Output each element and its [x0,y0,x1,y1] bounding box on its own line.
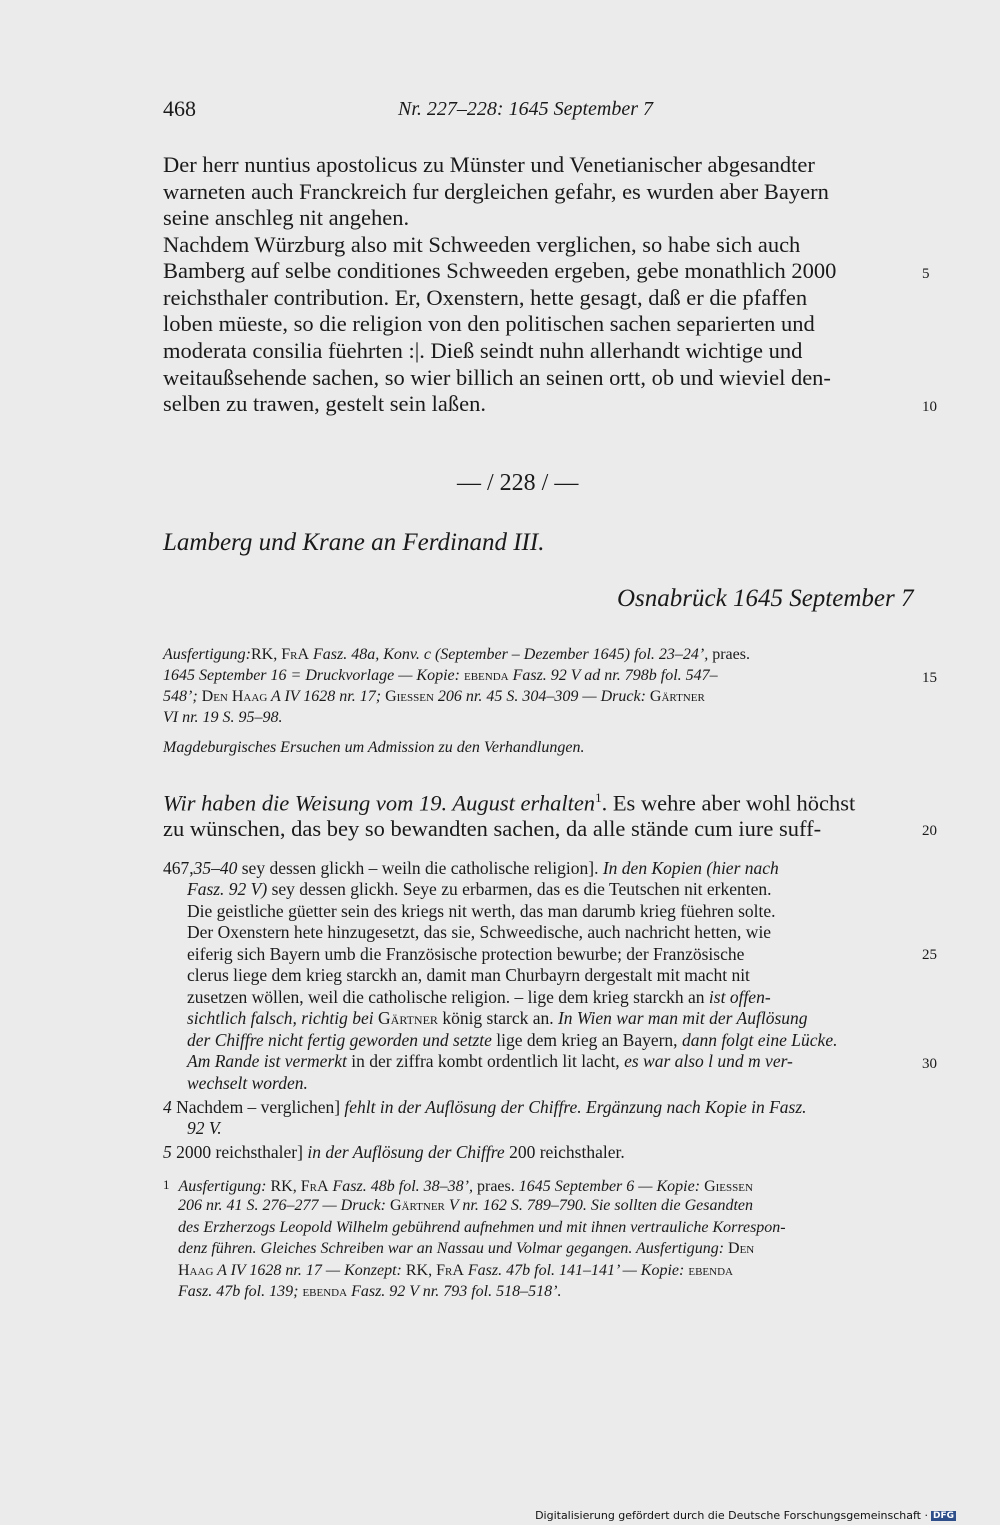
apparatus-line: wechselt worden. [187,1073,308,1093]
apparatus-line: Fasz. 92 V) sey dessen glickh. Seye zu erbarmen, das es die Teutschen nit erkenten. [187,879,772,899]
text-line: moderata consilia füehrten :|. Dieß seindt nuhn allerhandt wichtige und [163,338,803,363]
place-date: Osnabrück 1645 September 7 [617,585,914,612]
dfg-logo: DFG [932,1511,954,1521]
footnote-line: Haag A IV 1628 nr. 17 — Konzept: RK, FrA Fasz. 47b fol. 141–141’ — Kopie: ebenda [178,1262,733,1279]
source-line: 548’; Den Haag A IV 1628 nr. 17; Giessen 206 nr. 45 S. 304–309 — Druck: Gärtner [163,688,705,705]
text-line: selben zu trawen, gestelt sein laßen. [163,391,487,416]
footnote-line: Fasz. 47b fol. 139; ebenda Fasz. 92 V nr. 793 fol. 518–518’. [178,1283,562,1300]
text-line: Der herr nuntius apostolicus zu Münster und Venetianischer abgesandter [163,152,815,177]
apparatus-line: der Chiffre nicht fertig geworden und setzte lige dem krieg an Bayern, dann folgt eine Lücke. [187,1030,838,1050]
apparatus-line: Der Oxenstern hete hinzugesetzt, das sie, Schweedische, auch nachricht hetten, wie [187,922,772,942]
text-line: loben müeste, so die religion von den politischen sachen separierten und [163,311,815,336]
text-line: warneten auch Franckreich fur dergleichen gefahr, es wurden aber Bayern [163,179,829,204]
document-number: — / 228 / — [457,470,579,496]
footnote-line: 1 Ausfertigung: RK, FrA Fasz. 48b fol. 38–38’, praes. 1645 September 6 — Kopie: Giessen [163,1177,753,1195]
source-line: VI nr. 19 S. 95–98. [163,709,283,726]
footnote-line: denz führen. Gleiches Schreiben war an Nassau und Volmar gegangen. Ausfertigung: Den [178,1240,755,1257]
body-line: zu wünschen, das bey so bewandten sachen, da alle stände cum iure suff- [163,816,822,841]
footnote-line: 206 nr. 41 S. 276–277 — Druck: Gärtner V nr. 162 S. 789–790. Sie sollten die Gesandten [178,1197,754,1214]
text-line: reichsthaler contribution. Er, Oxenstern, hette gesagt, daß er die pfaffen [163,285,808,310]
running-head: Nr. 227–228: 1645 September 7 [398,98,653,120]
apparatus-line: zusetzen wöllen, weil die catholische religion. – lige dem krieg starckh an ist offen- [187,987,771,1007]
source-line: Ausfertigung:RK, FrA Fasz. 48a, Konv. c (September – Dezember 1645) fol. 23–24’, praes. [163,646,750,663]
apparatus-line: clerus liege dem krieg starckh an, damit man Churbayrn dergestalt mit macht nit [187,965,750,985]
page-number: 468 [163,96,196,121]
apparatus-line: Die geistliche güetter sein des kriegs nit werth, das man darumb krieg füehren solte. [187,901,776,921]
text-line: weitaußsehende sachen, so wier billich an seinen ortt, ob und wieviel den- [163,365,831,390]
apparatus-line: Am Rande ist vermerkt in der ziffra kombt ordentlich lit lacht, es war also l und m ver- [187,1051,793,1071]
apparatus-line: eiferig sich Bayern umb die Französische protection bewurbe; der Französische [187,944,745,964]
line-number: 25 [922,947,937,963]
apparatus-line: 92 V. [187,1118,222,1138]
body-line: Wir haben die Weisung vom 19. August erhalten$^1$. Es wehre aber wohl höchst [163,790,856,816]
apparatus-line: 5 2000 reichsthaler] in der Auflösung der Chiffre 200 reichsthaler. [163,1142,625,1162]
line-number: 30 [922,1056,937,1072]
source-line: 1645 September 16 = Druckvorlage — Kopie: ebenda Fasz. 92 V ad nr. 798b fol. 547– [163,667,718,684]
text-line: Bamberg auf selbe conditiones Schweeden ergeben, gebe monathlich 2000 [163,258,837,283]
text-line: Nachdem Würzburg also mit Schweeden verglichen, so habe sich auch [163,232,801,257]
line-number: 5 [922,266,930,282]
regest: Magdeburgisches Ersuchen um Admission zu den Verhandlungen. [163,739,585,756]
apparatus-line: sichtlich falsch, richtig bei Gärtner könig starck an. In Wien war man mit der Auflösung [187,1008,808,1028]
line-number: 15 [922,670,937,686]
apparatus-line: 4 Nachdem – verglichen] fehlt in der Auflösung der Chiffre. Ergänzung nach Kopie in Fasz. [163,1097,807,1117]
apparatus-line: 467,35–40 sey dessen glickh – weiln die catholische religion]. In den Kopien (hier nach [163,858,779,878]
digitization-credit [535,1509,956,1522]
line-number: 10 [922,399,937,415]
text-line: seine anschleg nit angehen. [163,205,410,230]
footnote-line: des Erzherzogs Leopold Wilhelm gebührend aufnehmen und mit ihnen vertrauliche Korrespon- [178,1219,786,1236]
credit-text: Digitalisierung gefördert durch die Deutsche Forschungsgemeinschaft · [535,1509,928,1522]
line-number: 20 [922,823,937,839]
document-title: Lamberg und Krane an Ferdinand III. [163,529,545,556]
